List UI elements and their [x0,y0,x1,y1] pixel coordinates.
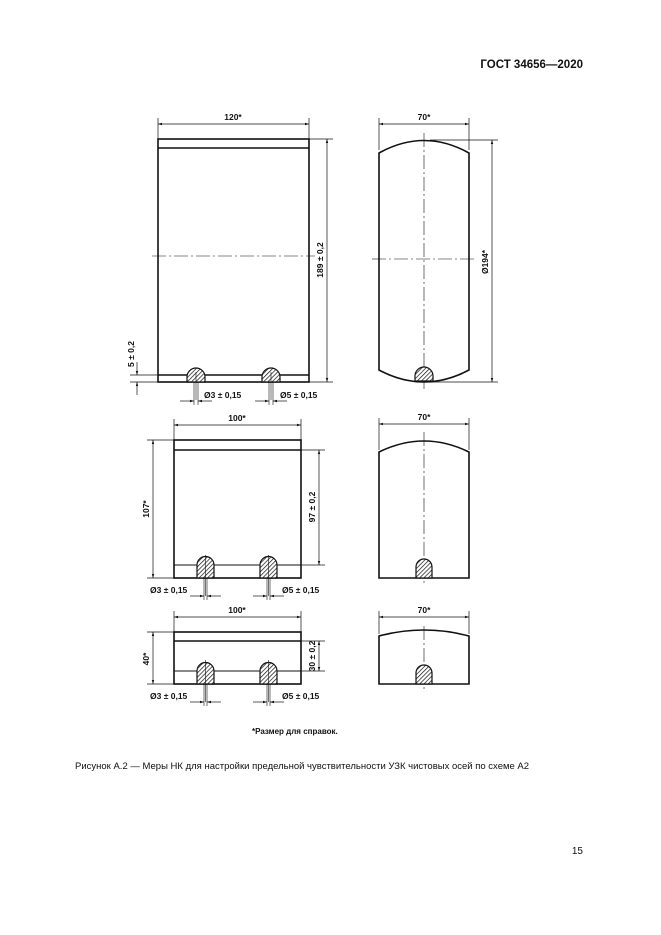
block2-height-label: 97 ± 0,2 [307,491,317,523]
block3-side-width-label: 70* [417,605,431,615]
figure-caption: Рисунок А.2 — Меры НК для настройки предельной чувствительности УЗК чистовых осей по схеме А2 [75,761,530,772]
page-number: 15 [571,846,583,857]
block1-hole1-label: Ø3 ± 0,15 [204,390,242,400]
block1-width-label: 120* [224,112,242,122]
block2-side-width-label: 70* [417,412,431,422]
block2-total-height-label: 107* [141,500,151,518]
block2-width-label: 100* [228,413,246,423]
block2-hole2-label: Ø5 ± 0,15 [282,585,320,595]
block2-side-view [379,432,469,585]
block1-outline [158,139,309,382]
block1-dimensions [130,118,333,401]
block3-outline [174,632,301,684]
block1-offset-label: 5 ± 0,2 [126,341,136,367]
block3-hole2-label: Ø5 ± 0,15 [282,691,320,701]
block1-height-label: 189 ± 0,2 [315,242,325,278]
block3-height-label: 30 ± 0,2 [307,640,317,672]
block1-side-diameter-label: Ø194* [480,249,490,275]
block1-side-width-label: 70* [417,112,431,122]
document-id: ГОСТ 34656—2020 [480,59,583,71]
block1-front-view [152,139,315,405]
block1-hole2-label: Ø5 ± 0,15 [280,390,318,400]
reference-note: *Размер для справок. [252,727,338,736]
block3-hole1-label: Ø3 ± 0,15 [150,691,188,701]
block2-hole1-label: Ø3 ± 0,15 [150,585,188,595]
block1-side-view [372,133,476,390]
block2-front-view [174,440,301,600]
block3-side-view [379,626,469,690]
block2-outline [174,440,301,578]
block3-width-label: 100* [228,605,246,615]
block3-total-height-label: 40* [141,652,151,666]
